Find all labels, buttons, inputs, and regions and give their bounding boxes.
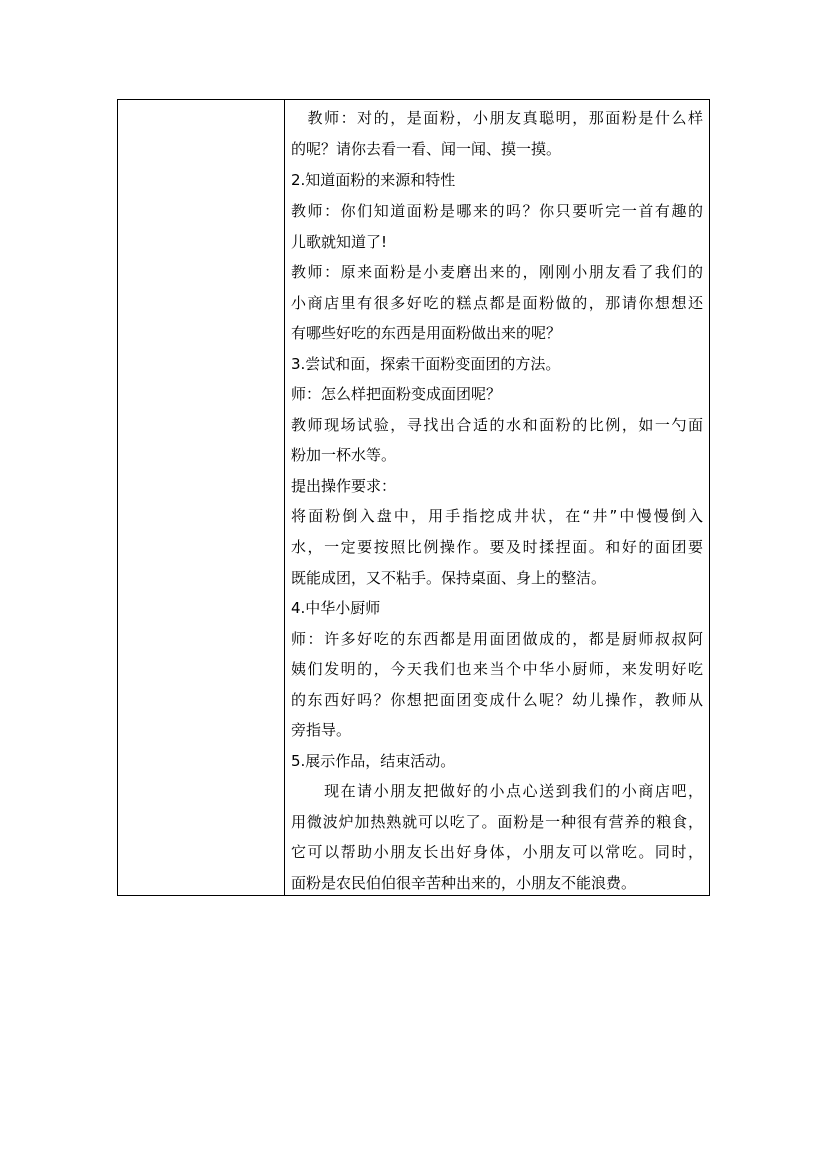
section-heading: 2.知道面粉的来源和特性	[291, 171, 456, 189]
section-heading: 5.展示作品，结束活动。	[291, 752, 456, 770]
left-empty-cell	[118, 100, 285, 895]
text-line: 它可以帮助小朋友长出好身体，小朋友可以常吃。同时，	[291, 843, 703, 861]
text-line: 师：怎么样把面粉变成面团呢？	[291, 385, 502, 403]
lesson-content-cell	[285, 100, 709, 895]
text-line: 教师：原来面粉是小麦磨出来的，刚刚小朋友看了我们的	[291, 263, 703, 281]
text-line: 旁指导。	[291, 721, 352, 739]
text-line: 粉加一杯水等。	[291, 446, 397, 464]
section-heading: 4.中华小厨师	[291, 599, 381, 617]
text-line: 有哪些好吃的东西是用面粉做出来的呢？	[291, 324, 562, 342]
text-line: 的东西好吗？你想把面团变成什么呢？幼儿操作，教师从	[291, 691, 703, 709]
text-line: 教师：你们知道面粉是哪来的吗？你只要听完一首有趣的	[291, 202, 703, 220]
text-line: 面粉是农民伯伯很辛苦种出来的，小朋友不能浪费。	[291, 874, 637, 892]
text-line: 的呢？请你去看一看、闻一闻、摸一摸。	[291, 140, 562, 158]
text-line: 用微波炉加热熟就可以吃了。面粉是一种很有营养的粮食，	[291, 813, 703, 831]
text-line: 教师现场试验，寻找出合适的水和面粉的比例，如一勺面	[291, 416, 703, 434]
text-line: 既能成团，又不粘手。保持桌面、身上的整洁。	[291, 569, 607, 587]
text-line: 水，一定要按照比例操作。要及时揉捏面。和好的面团要	[291, 538, 703, 556]
text-line: 将面粉倒入盘中，用手指挖成井状，在“井”中慢慢倒入	[291, 507, 703, 525]
text-line: 儿歌就知道了!	[291, 233, 388, 251]
text-line: 现在请小朋友把做好的小点心送到我们的小商店吧，	[291, 782, 703, 800]
lesson-table	[117, 99, 710, 896]
text-line: 姨们发明的，今天我们也来当个中华小厨师，来发明好吃	[291, 660, 703, 678]
text-line: 师：许多好吃的东西都是用面团做成的，都是厨师叔叔阿	[291, 630, 703, 648]
text-line: 提出操作要求：	[291, 477, 397, 495]
text-line: 小商店里有很多好吃的糕点都是面粉做的，那请你想想还	[291, 294, 703, 312]
section-heading: 3.尝试和面，探索干面粉变面团的方法。	[291, 355, 561, 373]
text-line: 教师：对的，是面粉，小朋友真聪明，那面粉是什么样	[291, 109, 703, 127]
